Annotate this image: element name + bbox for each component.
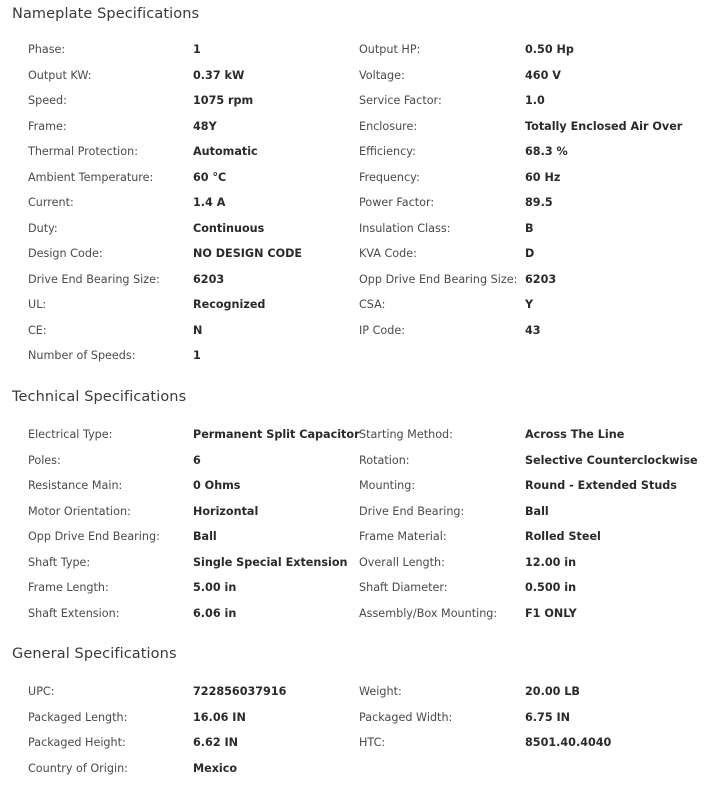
technical-spec-label: Resistance Main: [28, 479, 123, 492]
technical-spec-label: Electrical Type: [28, 428, 113, 441]
nameplate-spec-value: 60 Hz [525, 170, 561, 184]
general-spec-value: 20.00 LB [525, 685, 580, 698]
technical-spec-value: Horizontal [193, 504, 259, 518]
technical-spec-value: 6.06 in [193, 606, 237, 620]
technical-spec-value: 6 [193, 453, 201, 467]
nameplate-spec-label: Duty: [28, 221, 58, 235]
technical-spec-value: Ball [193, 530, 217, 543]
technical-spec-label: Mounting: [359, 479, 416, 492]
nameplate-spec-value: 1.4 A [193, 196, 226, 209]
general-spec-label: HTC: [359, 736, 386, 749]
nameplate-spec-value: Y [525, 298, 534, 311]
nameplate-spec-value: 6203 [525, 272, 557, 286]
nameplate-spec-label: CSA: [359, 298, 386, 311]
general-spec-value: 6.75 IN [525, 710, 571, 724]
technical-spec-value: Round - Extended Studs [525, 479, 677, 492]
technical-spec-label: Poles: [28, 453, 61, 467]
nameplate-spec-value: 1.0 [525, 94, 545, 107]
general-spec-value: 16.06 IN [193, 710, 246, 724]
nameplate-spec-value: D [525, 247, 535, 260]
nameplate-spec-value: Recognized [193, 298, 266, 311]
nameplate-spec-value: 68.3 % [525, 145, 568, 158]
nameplate-spec-label: Service Factor: [359, 94, 442, 107]
technical-spec-value: Permanent Split Capacitor [193, 428, 360, 441]
nameplate-spec-label: Output KW: [28, 68, 92, 82]
technical-spec-label: Assembly/Box Mounting: [359, 606, 498, 620]
nameplate-spec-value: N [193, 323, 203, 337]
general-spec-label: UPC: [28, 685, 55, 698]
nameplate-spec-label: Speed: [28, 94, 67, 107]
technical-spec-label: Shaft Type: [28, 555, 91, 569]
general-spec-label: Country of Origin: [28, 761, 128, 775]
technical-spec-value: Across The Line [525, 428, 625, 441]
technical-spec-value: 0 Ohms [193, 479, 241, 492]
technical-spec-label: Shaft Diameter: [359, 581, 448, 594]
nameplate-spec-label: Output HP: [359, 43, 421, 56]
nameplate-spec-label: Design Code: [28, 247, 103, 260]
nameplate-spec-value: 43 [525, 323, 541, 337]
general-spec-value: 8501.40.4040 [525, 736, 612, 749]
nameplate-spec-label: Voltage: [359, 68, 405, 82]
nameplate-spec-label: Thermal Protection: [28, 145, 138, 158]
nameplate-spec-value: Automatic [193, 145, 258, 158]
nameplate-specifications-heading: Nameplate Specifications [12, 6, 200, 22]
general-spec-label: Packaged Length: [28, 710, 128, 724]
nameplate-spec-value: 460 V [525, 68, 561, 82]
nameplate-spec-value: 60 °C [193, 170, 227, 184]
nameplate-spec-value: Continuous [193, 221, 265, 235]
technical-spec-label: Rotation: [359, 453, 410, 467]
nameplate-spec-value: B [525, 221, 534, 235]
nameplate-spec-value: 48Y [193, 119, 217, 133]
technical-spec-value: F1 ONLY [525, 606, 577, 620]
nameplate-spec-label: Insulation Class: [359, 221, 451, 235]
nameplate-spec-value: 1075 rpm [193, 94, 254, 107]
nameplate-spec-label: UL: [28, 298, 47, 311]
nameplate-spec-label: Number of Speeds: [28, 349, 136, 362]
technical-spec-value: 0.500 in [525, 581, 577, 594]
nameplate-spec-value: 1 [193, 43, 201, 56]
technical-spec-label: Shaft Extension: [28, 606, 120, 620]
nameplate-spec-value: 0.37 kW [193, 68, 245, 82]
nameplate-spec-value: 1 [193, 349, 201, 362]
nameplate-spec-label: Power Factor: [359, 196, 435, 209]
technical-spec-label: Overall Length: [359, 555, 445, 569]
nameplate-spec-label: Ambient Temperature: [28, 170, 154, 184]
nameplate-spec-label: Enclosure: [359, 119, 418, 133]
technical-spec-label: Frame Material: [359, 530, 447, 543]
technical-spec-value: 12.00 in [525, 555, 577, 569]
nameplate-spec-label: Current: [28, 196, 74, 209]
technical-spec-label: Opp Drive End Bearing: [28, 530, 160, 543]
technical-spec-label: Drive End Bearing: [359, 504, 465, 518]
general-spec-value: 6.62 IN [193, 736, 239, 749]
technical-spec-label: Frame Length: [28, 581, 109, 594]
nameplate-spec-label: Frame: [28, 119, 67, 133]
technical-spec-label: Motor Orientation: [28, 504, 131, 518]
nameplate-spec-label: Opp Drive End Bearing Size: [359, 272, 518, 286]
nameplate-spec-value: 0.50 Hp [525, 43, 574, 56]
general-spec-label: Weight: [359, 685, 402, 698]
general-spec-value: 722856037916 [193, 685, 287, 698]
general-specifications-heading: General Specifications [12, 646, 177, 662]
technical-spec-value: Rolled Steel [525, 530, 601, 543]
nameplate-spec-label: Phase: [28, 43, 66, 56]
nameplate-spec-value: 6203 [193, 272, 225, 286]
technical-spec-value: Ball [525, 504, 549, 518]
general-spec-label: Packaged Width: [359, 710, 453, 724]
technical-spec-value: Single Special Extension [193, 555, 348, 569]
nameplate-spec-label: KVA Code: [359, 247, 417, 260]
general-spec-label: Packaged Height: [28, 736, 126, 749]
technical-spec-value: Selective Counterclockwise [525, 453, 698, 467]
technical-spec-value: 5.00 in [193, 581, 237, 594]
nameplate-spec-label: CE: [28, 323, 47, 337]
technical-spec-label: Starting Method: [359, 428, 453, 441]
nameplate-spec-value: Totally Enclosed Air Over [525, 119, 683, 133]
nameplate-spec-label: IP Code: [359, 323, 406, 337]
general-spec-value: Mexico [193, 761, 238, 775]
nameplate-spec-value: 89.5 [525, 196, 553, 209]
nameplate-spec-value: NO DESIGN CODE [193, 247, 303, 260]
nameplate-spec-label: Frequency: [359, 170, 420, 184]
nameplate-spec-label: Drive End Bearing Size: [28, 272, 160, 286]
technical-specifications-heading: Technical Specifications [12, 389, 187, 405]
nameplate-spec-label: Efficiency: [359, 145, 416, 158]
